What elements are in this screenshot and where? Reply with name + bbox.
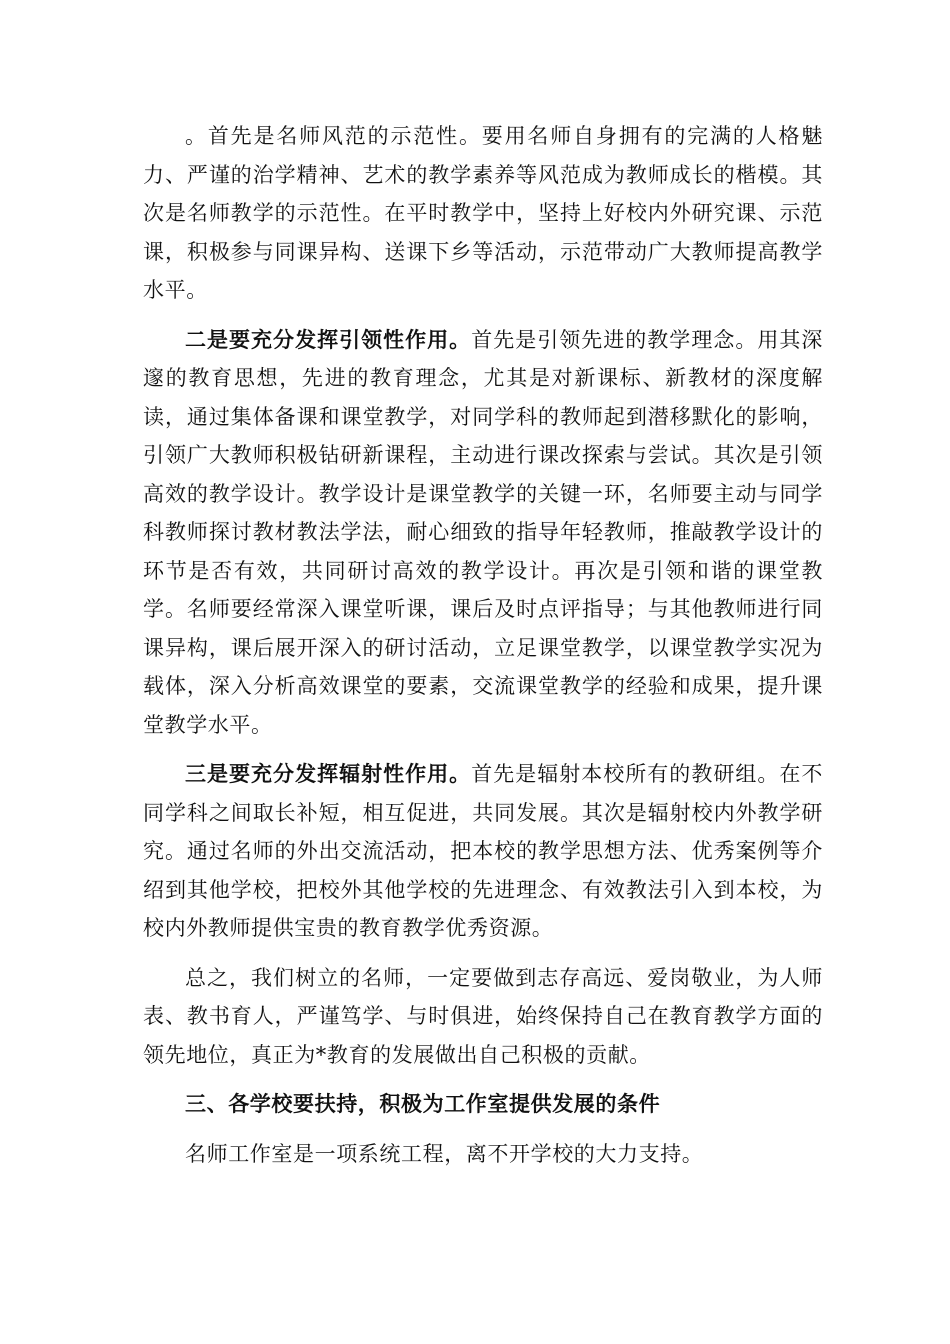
paragraph-summary [143, 959, 823, 1075]
paragraph-closing: 名师工作室是一项系统工程，离不开学校的大力支持。 [185, 1141, 704, 1166]
section-heading: 三、各学校要扶持，积极为工作室提供发展的条件 [185, 1091, 661, 1116]
paragraph-text: 首先是辐射本校所有的教研组。在不同学科之间取长补短，相互促进，共同发展。其次是辐射校内外教学研究。通过名师的外出交流活动，把本校的教学思想方法、优秀案例等介绍到其他学校，把校外其他学校的先进理念、有效教法引入到本校，为校内外教师提供宝贵的教育教学优秀资源。 [143, 762, 823, 940]
paragraph-lead-heading: 二是要充分发挥引领性作用。 [185, 326, 472, 352]
paragraph-text: 。首先是名师风范的示范性。要用名师自身拥有的完满的人格魅力、严谨的治学精神、艺术的教学素养等风范成为教师成长的楷模。其次是名师教学的示范性。在平时教学中，坚持上好校内外研究课、示范课，积极参与同课异构、送课下乡等活动，示范带动广大教师提高教学水平。 [143, 124, 823, 302]
paragraph-leadership [143, 321, 823, 745]
paragraph-demonstration [143, 117, 823, 310]
paragraph-text: 总之，我们树立的名师，一定要做到志存高远、爱岗敬业，为人师表、教书育人，严谨笃学、与时俱进，始终保持自己在教育教学方面的领先地位，真正为*教育的发展做出自己积极的贡献。 [143, 965, 823, 1067]
paragraph-lead-heading: 三是要充分发挥辐射性作用。 [185, 761, 472, 786]
paragraph-radiation [143, 755, 823, 948]
paragraph-text: 首先是引领先进的教学理念。用其深邃的教育思想，先进的教育理念，尤其是对新课标、新教材的深度解读，通过集体备课和课堂教学，对同学科的教师起到潜移默化的影响，引领广大教师积极钻研新课程，主动进行课改探索与尝试。其次是引领高效的教学设计。教学设计是课堂教学的关键一环，名师要主动与同学科教师探讨教材教法学法，耐心细致的指导年轻教师，推敲教学设计的环节是否有效，共同研讨高效的教学设计。再次是引领和谐的课堂教学。名师要经常深入课堂听课，课后及时点评指导；与其他教师进行同课异构，课后展开深入的研讨活动，立足课堂教学，以课堂教学实况为载体，深入分析高效课堂的要素，交流课堂教学的经验和成果，提升课堂教学水平。 [143, 327, 823, 737]
document-page [143, 117, 823, 1173]
